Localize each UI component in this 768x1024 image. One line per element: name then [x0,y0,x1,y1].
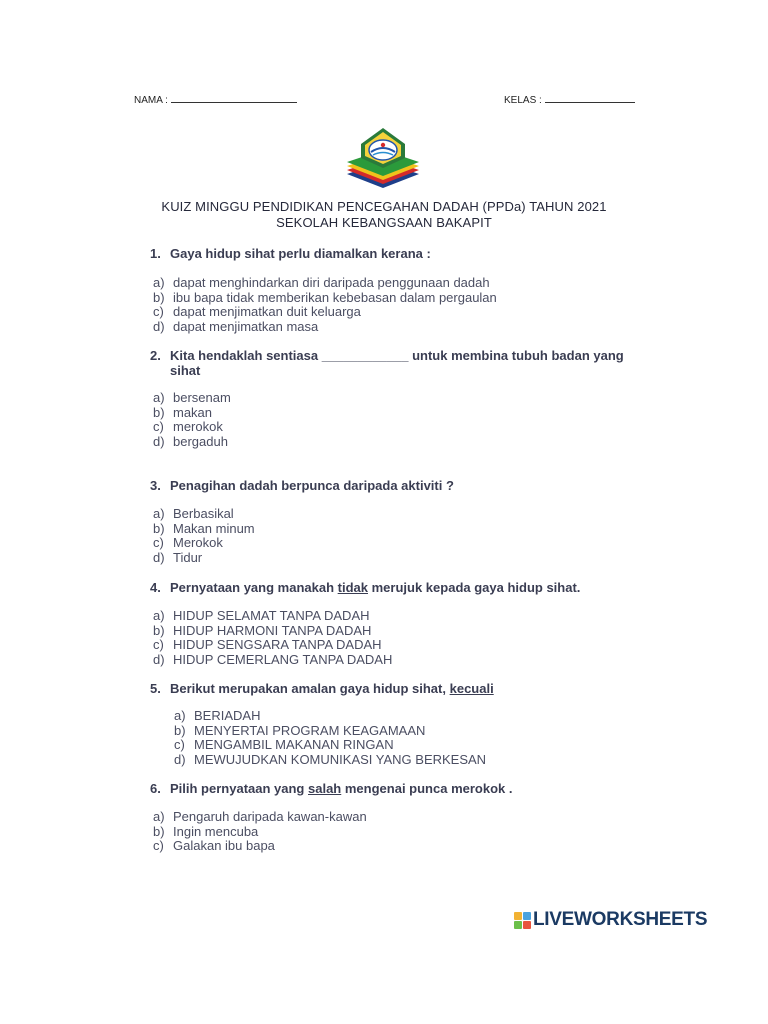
question-2 [150,348,624,378]
question-4-options [153,609,392,667]
quiz-title: KUIZ MINGGU PENDIDIKAN PENCEGAHAN DADAH (PPDa) TAHUN 2021 [161,199,607,214]
question-6-options [153,810,367,854]
school-name: SEKOLAH KEBANGSAAN BAKAPIT [276,215,492,230]
option-c[interactable]: c) Merokok [153,535,223,551]
option-c[interactable]: c) HIDUP SENGSARA TANPA DADAH [153,637,382,653]
question-text: Penagihan dadah berpunca daripada aktiviti ? [170,478,454,493]
question-text-continued: sihat [170,363,201,378]
option-a[interactable]: a) BERIADAH [174,708,261,723]
emphasis-underlined: kecuali [449,681,494,696]
question-3 [150,478,454,493]
emphasis-underlined: salah [308,781,342,796]
option-c[interactable]: c) Galakan ibu bapa [153,838,275,854]
option-b[interactable]: b) MENYERTAI PROGRAM KEAGAMAAN [174,722,426,738]
option-d[interactable]: d) MEWUJUDKAN KOMUNIKASI YANG BERKESAN [174,751,487,767]
question-5: 5. Berikut merupakan amalan gaya hidup sihat, kecuali [150,681,494,696]
question-3-options [153,507,255,565]
liveworksheets-logo-icon [514,912,530,928]
option-b[interactable]: b) Ingin mencuba [153,823,259,839]
question-number: 1. [150,246,161,261]
class-label: KELAS : [504,95,542,106]
question-1 [150,246,431,261]
name-label: NAMA : [134,95,168,106]
option-a[interactable]: a) dapat menghindarkan diri daripada penggunaan dadah [153,275,490,290]
school-crest-icon [343,128,423,192]
name-input-line[interactable] [171,93,297,103]
question-number: 5. [150,681,161,696]
class-field [504,93,635,106]
option-a[interactable]: a) Pengaruh daripada kawan-kawan [153,809,367,824]
question-number: 3. [150,478,161,493]
name-field [134,93,297,106]
option-c[interactable]: c) merokok [153,419,223,435]
question-number: 4. [150,580,161,595]
class-input-line[interactable] [545,93,635,103]
option-a[interactable]: a) HIDUP SELAMAT TANPA DADAH [153,608,370,623]
option-b[interactable]: b) makan [153,404,213,420]
question-6: 6. Pilih pernyataan yang salah mengenai punca merokok . [150,781,513,796]
option-c[interactable]: c) dapat menjimatkan duit keluarga [153,304,361,320]
liveworksheets-brand[interactable] [514,908,707,932]
question-number: 6. [150,781,161,796]
question-2-options [153,391,231,449]
option-d[interactable]: d) bergaduh [153,433,228,449]
option-d[interactable]: d) dapat menjimatkan masa [153,318,319,334]
question-5-options [174,709,486,767]
option-b[interactable]: b) Makan minum [153,520,255,536]
option-d[interactable]: d) Tidur [153,549,203,565]
option-b[interactable]: b) ibu bapa tidak memberikan kebebasan dalam pergaulan [153,289,497,305]
question-1-options [153,276,497,334]
option-a[interactable]: a) bersenam [153,390,231,405]
option-d[interactable]: d) HIDUP CEMERLANG TANPA DADAH [153,651,393,667]
emphasis-underlined: tidak [337,580,368,595]
question-number: 2. [150,348,161,363]
option-c[interactable]: c) MENGAMBIL MAKANAN RINGAN [174,737,394,753]
question-4: 4. Pernyataan yang manakah tidak merujuk kepada gaya hidup sihat. [150,580,581,595]
brand-text: LIVEWORKSHEETS [533,909,708,930]
question-text: Gaya hidup sihat perlu diamalkan kerana : [170,246,431,261]
question-text: Kita hendaklah sentiasa ____________ untuk membina tubuh badan yang [170,348,624,363]
option-a[interactable]: a) Berbasikal [153,506,234,521]
option-b[interactable]: b) HIDUP HARMONI TANPA DADAH [153,622,372,638]
